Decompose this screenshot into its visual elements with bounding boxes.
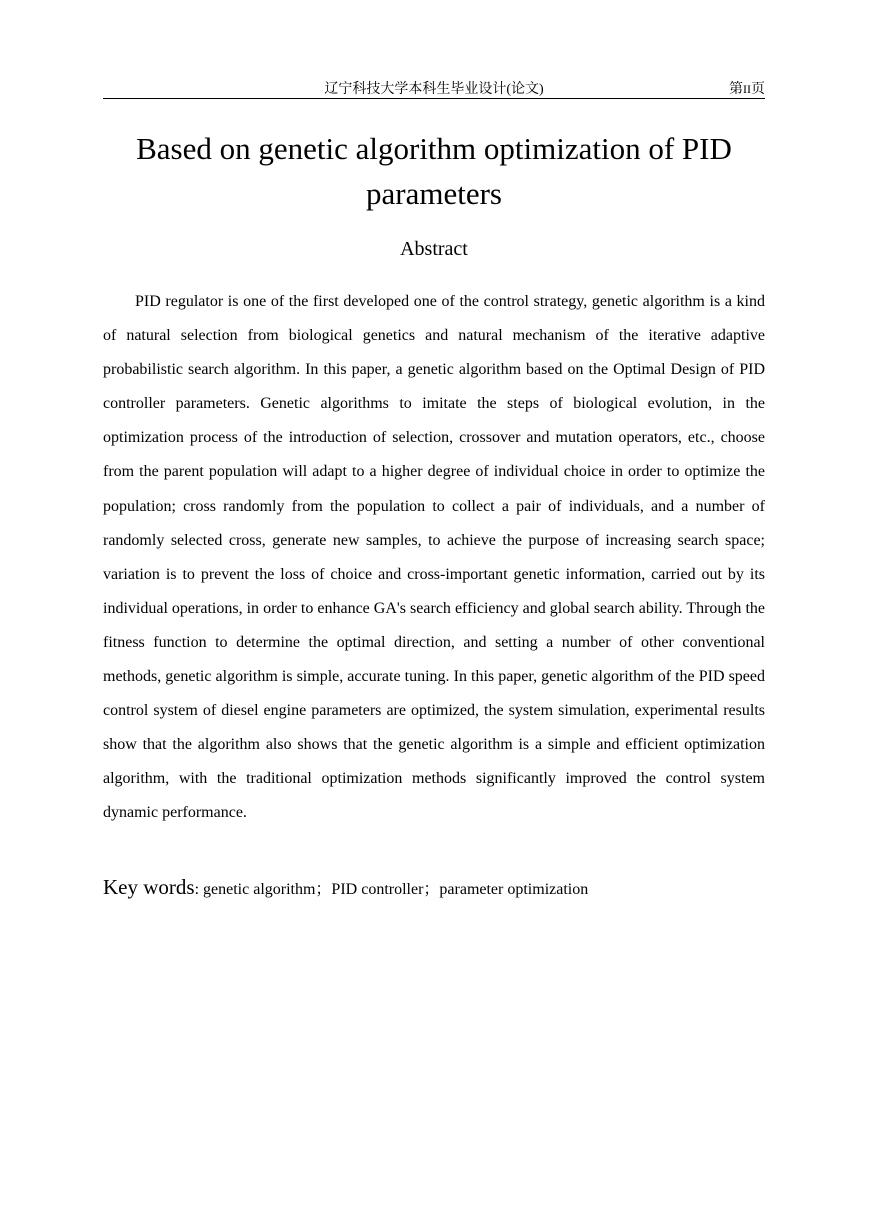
header-thesis-title: 辽宁科技大学本科生毕业设计(论文) [324,82,544,97]
document-title: Based on genetic algorithm optimization of PID parameters [136,131,732,211]
page-header [103,76,765,99]
keywords-line [103,872,765,905]
abstract-heading: Abstract [400,238,468,260]
abstract-paragraph: PID regulator is one of the first developed one of the control strategy, genetic algorithm is a kind of natural selection from biological genetics and natural mechanism of the iterative adaptive probabilistic search algorithm. In this paper, a genetic algorithm based on the Optimal Design of PID controller parameters. Genetic algorithms to imitate the steps of biological evolution, in the optimization process of the introduction of selection, crossover and mutation operators, etc., choose from the parent population will adapt to a higher degree of individual choice in order to optimize the population; cross randomly from the population to collect a pair of individuals, and a number of randomly selected cross, generate new samples, to achieve the purpose of increasing search space; variation is to prevent the loss of choice and cross-important genetic information, carried out by its individual operations, in order to enhance GA's search efficiency and global search ability. Through the fitness function to determine the optimal direction, and setting a number of other conventional methods, genetic algorithm is simple, accurate tuning. In this paper, genetic algorithm of the PID speed control system of diesel engine parameters are optimized, the system simulation, experimental results show that the algorithm also shows that the genetic algorithm is a simple and efficient optimization algorithm, with the traditional optimization methods significantly improved the control system dynamic performance. [103,293,765,822]
page-number: II [743,82,751,96]
page-prefix: 第 [729,82,743,97]
keywords-label: Key words [103,875,195,899]
keywords-list: : genetic algorithm；PID controller；parameter optimization [194,881,589,898]
header-page-number [729,78,765,98]
page-suffix: 页 [751,82,765,97]
